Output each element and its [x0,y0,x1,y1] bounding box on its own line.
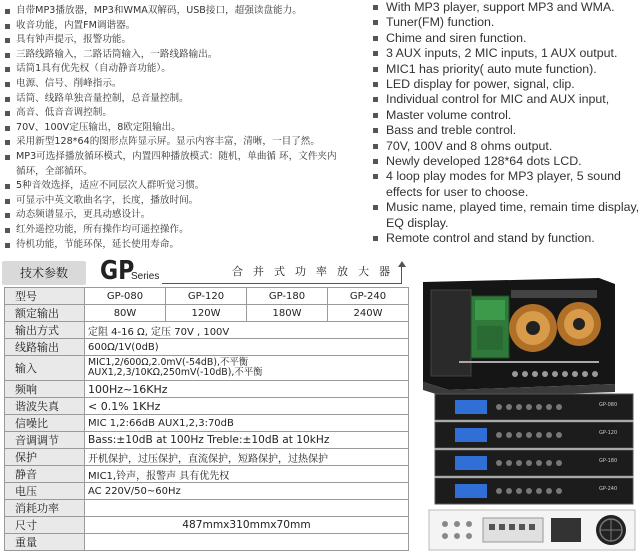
features-en-list [372,0,644,247]
list-item: 待机功能，节能环保，延长使用寿命。 [4,238,354,253]
bullet-icon [5,213,10,218]
arrow-up-icon [398,261,406,267]
list-item: 红外遥控功能，所有操作均可遥控操作。 [4,223,354,238]
unit-model-label: GP-180 [599,458,618,464]
table-row [5,356,409,381]
list-item: 高音、低音音调控制。 [4,106,354,121]
table-cell: 487mmx310mmx70mm [85,517,409,534]
unit-model-label: GP-120 [599,430,618,436]
list-item: MP3可选择播放循环模式，内置四种播放模式：随机，单曲循 环，文件夹内循环，全部循环。 [4,150,354,179]
table-row [5,322,409,339]
bullet-icon [373,113,378,118]
list-item: Music name, played time, remain time display, EQ display. [372,200,644,231]
bullet-icon [5,97,10,102]
table-row [5,381,409,398]
bullet-icon [373,82,378,87]
table-cell: GP-120 [166,288,247,305]
bullet-icon [5,184,10,189]
bullet-icon [5,228,10,233]
row-label: 保护 [5,449,85,466]
table-cell: 600Ω/1V(0dB) [85,339,409,356]
row-label: 电压 [5,483,85,500]
bullet-icon [5,155,10,160]
row-label: 谐波失真 [5,398,85,415]
amplifier-illustration [419,266,640,554]
list-item: Individual control for MIC and AUX input, [372,92,644,107]
list-item: 3 AUX inputs, 2 MIC inputs, 1 AUX output. [372,46,644,61]
list-item: LED display for power, signal, clip. [372,77,644,92]
table-cell: 80W [85,305,166,322]
bullet-icon [5,9,10,14]
row-label: 尺寸 [5,517,85,534]
table-row [5,534,409,551]
product-caption: 合并式功率放大器 [232,265,400,278]
list-item: Bass and treble control. [372,123,644,138]
list-item: Master volume control. [372,108,644,123]
table-cell: 100Hz~16KHz [85,381,409,398]
bullet-icon [373,144,378,149]
list-item: Remote control and stand by function. [372,231,644,246]
table-row [5,517,409,534]
bullet-icon [373,5,378,10]
list-item: 收音功能，内置FM调谐器。 [4,19,354,34]
bullet-icon [5,126,10,131]
table-cell: 120W [166,305,247,322]
header-rule-tick [401,265,402,284]
unit-front-panel [435,422,633,448]
spec-table [4,287,409,551]
unit-model-label: GP-080 [599,402,618,408]
bullet-icon [5,24,10,29]
row-label: 消耗功率 [5,500,85,517]
bullet-icon [5,243,10,248]
table-cell [85,500,409,517]
bullet-icon [373,51,378,56]
table-row [5,483,409,500]
table-cell: 定阻 4-16 Ω, 定压 70V , 100V [85,322,409,339]
table-cell: MIC1,铃声，报警声 具有优先权 [85,466,409,483]
table-cell: < 0.1% 1KHz [85,398,409,415]
list-item: 三路线路输入，二路话筒输入，一路线路输出。 [4,48,354,63]
bullet-icon [5,199,10,204]
list-item: With MP3 player, support MP3 and WMA. [372,0,644,15]
list-item: 可显示中英文歌曲名字，长度，播放时间。 [4,194,354,209]
table-row [5,288,409,305]
table-cell [85,356,409,381]
list-item: Tuner(FM) function. [372,15,644,30]
chassis-top-view [423,278,615,398]
features-cn-list [4,4,354,252]
list-item: 70V, 100V and 8 ohms output. [372,139,644,154]
unit-front-panel [435,478,633,504]
table-row [5,305,409,322]
list-item: 话筒、线路单独音量控制，总音量控制。 [4,92,354,107]
bullet-icon [373,159,378,164]
bullet-icon [373,128,378,133]
table-cell: 240W [328,305,409,322]
row-label: 输出方式 [5,322,85,339]
row-label: 重量 [5,534,85,551]
table-row [5,398,409,415]
table-row [5,466,409,483]
brand-series-label: Series [131,271,160,282]
row-label: 线路输出 [5,339,85,356]
bullet-icon [5,140,10,145]
row-label: 静音 [5,466,85,483]
unit-front-panel [435,394,633,420]
list-item: Chime and siren function. [372,31,644,46]
row-label: 型号 [5,288,85,305]
input-line-mic: MIC1,2/600Ω,2.0mV(-54dB),不平衡 [88,357,249,368]
table-cell [85,534,409,551]
bullet-icon [373,174,378,179]
table-cell: Bass:±10dB at 100Hz Treble:±10dB at 10kHz [85,432,409,449]
table-row [5,500,409,517]
bullet-icon [373,67,378,72]
list-item: 自带MP3播放器，MP3和WMA双解码，USB接口，超强读盘能力。 [4,4,354,19]
brand-logo: GP [100,256,135,286]
row-label: 输入 [5,356,85,381]
table-cell: GP-080 [85,288,166,305]
list-item: 4 loop play modes for MP3 player, 5 sound effects for user to choose. [372,169,644,200]
table-cell: GP-180 [247,288,328,305]
bullet-icon [373,20,378,25]
table-row [5,432,409,449]
unit-model-label: GP-240 [599,486,618,492]
bullet-icon [5,111,10,116]
product-photo [419,266,640,554]
input-line-aux: AUX1,2,3/10KΩ,250mV(-10dB),不平衡 [88,367,263,378]
row-label: 额定输出 [5,305,85,322]
bullet-icon [5,53,10,58]
bullet-icon [373,36,378,41]
table-cell: AC 220V/50~60Hz [85,483,409,500]
list-item: 话筒1具有优先权（自动静音功能）。 [4,62,354,77]
list-item: 70V、100V定压输出，8欧定阻输出。 [4,121,354,136]
bullet-icon [5,67,10,72]
list-item: 动态频谱显示，更具动感设计。 [4,208,354,223]
spec-section-title: 技术参数 [2,261,86,285]
row-label: 信噪比 [5,415,85,432]
table-row [5,339,409,356]
list-item: 电源、信号、削峰指示。 [4,77,354,92]
row-label: 频响 [5,381,85,398]
bullet-icon [5,82,10,87]
table-cell: GP-240 [328,288,409,305]
list-item: Newly developed 128*64 dots LCD. [372,154,644,169]
bullet-icon [373,205,378,210]
list-item: 具有钟声提示，报警功能。 [4,33,354,48]
list-item: 采用新型128*64的图形点阵显示屏。显示内容丰富，清晰，一目了然。 [4,135,354,150]
list-item: 5种音效选择，适应不同层次人群听觉习惯。 [4,179,354,194]
header-rule [162,283,402,284]
table-cell: 开机保护，过压保护，直流保护，短路保护，过热保护 [85,449,409,466]
bullet-icon [373,236,378,241]
table-row [5,415,409,432]
stacked-units [435,394,633,504]
bullet-icon [5,38,10,43]
rear-panel [429,510,635,550]
table-cell: 180W [247,305,328,322]
list-item: MIC1 has priority( auto mute function). [372,62,644,77]
row-label: 音调调节 [5,432,85,449]
spec-header [0,257,408,287]
bullet-icon [373,97,378,102]
table-cell: MIC 1,2:66dB AUX1,2,3:70dB [85,415,409,432]
table-row [5,449,409,466]
unit-front-panel [435,450,633,476]
